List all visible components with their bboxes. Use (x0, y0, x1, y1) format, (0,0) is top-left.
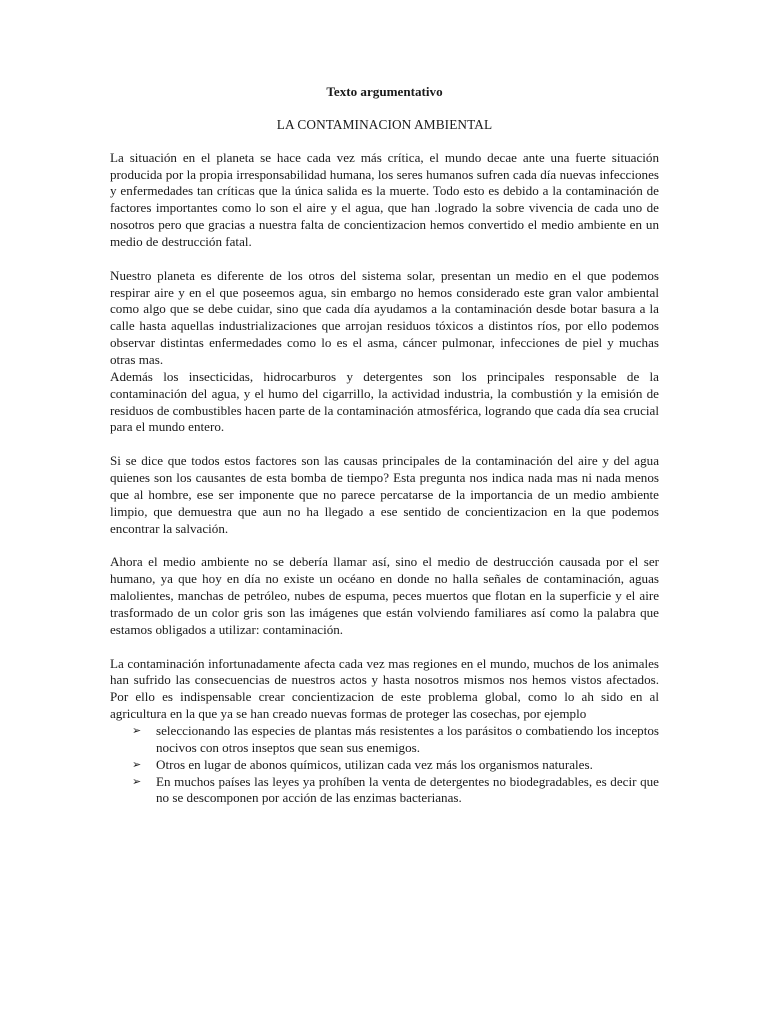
paragraph-spacer (110, 537, 659, 554)
paragraph-spacer (110, 436, 659, 453)
document-title: LA CONTAMINACION AMBIENTAL (276, 116, 493, 132)
arrowhead-bullet-icon: ➢ (132, 757, 142, 771)
paragraph-6: La contaminación infortunadamente afecta cada vez mas regiones en el mundo, muchos de los animales han sufrido las consecuencias de nuestros actos y hasta nosotros mismos nos hemos vistos afectados. Por ello es indispensable crear concientizacion de este problema global, como lo ah sido en al agricultura en la que ya se han creado nuevas formas de proteger las cosechas, por ejemplo (110, 655, 659, 722)
paragraph-2: Nuestro planeta es diferente de los otros del sistema solar, presentan un medio en el que podemos respirar aire y en el que poseemos agua, sin embargo no hemos considerado este gran valor ambiental como algo que se debe cuidar, sino que cada día ayudamos a la contaminación desde botar basura a la calle hasta aquellas industrializaciones que arrojan residuos tóxicos a distintos ríos, por ello podemos observar distintas enfermedades como lo es el asma, cáncer pulmonar, infecciones de piel y muchas otras mas. (110, 267, 659, 367)
paragraph-1: La situación en el planeta se hace cada vez más crítica, el mundo decae ante una fuerte situación producida por la propia irresponsabilidad humana, los seres humanos sufren cada día nuevas infecciones y enfermedades tan críticas que la única salida es la muerte. Todo esto es debido a la contaminación de factores importantes como lo son el aire y el agua, que han .logrado la sobre vivencia de cada uno de nosotros pero que gracias a nuestra falta de concientizacion hemos convertido el medio ambiente en un medio de destrucción fatal. (110, 149, 659, 249)
arrowhead-bullet-icon: ➢ (132, 724, 142, 737)
bullet-text: En muchos países las leyes ya prohíben la venta de detergentes no biodegradables, es decir que no se descomponen por acción de las enzimas bacterianas. (156, 773, 659, 806)
bullet-item (132, 723, 659, 757)
paragraph-3: Además los insecticidas, hidrocarburos y detergentes son los principales responsable de la contaminación del agua, y el humo del cigarrillo, la actividad industria, la combustión y la emisión de residuos de combustibles hacen parte de la contaminación atmosférica, logrando que cada día sea crucial para el mundo entero. (110, 368, 659, 435)
bullet-item (132, 757, 659, 774)
paragraph-spacer (110, 251, 659, 268)
bullet-text: Otros en lugar de abonos químicos, utilizan cada vez más los organismos naturales. (156, 756, 593, 772)
document-type-heading: Texto argumentativo (326, 84, 443, 99)
bullet-item (132, 774, 659, 808)
bullet-list (110, 723, 659, 807)
document-page (110, 84, 659, 807)
paragraph-5: Ahora el medio ambiente no se debería llamar así, sino el medio de destrucción causada por el ser humano, ya que hoy en día no existe un océano en donde no halla señales de contaminación, aguas malolientes, manchas de petróleo, nubes de espuma, peces muertos que flotan en la superficie y el aire trasformado de un color gris son las imágenes que están volviendo familiares así como la palabra que estamos obligados a utilizar: contaminación. (110, 554, 659, 637)
bullet-text: seleccionando las especies de plantas más resistentes a los parásitos o combatiendo los inceptos nocivos con otros inseptos que sean sus enemigos. (156, 723, 659, 755)
paragraph-spacer (110, 639, 659, 656)
arrowhead-bullet-icon: ➢ (132, 774, 142, 788)
paragraph-4: Si se dice que todos estos factores son las causas principales de la contaminación del aire y del agua quienes son los causantes de esta bomba de tiempo? Esta pregunta nos indica nada mas ni nada menos que al hombre, ese ser imponente que no parece percatarse de la importancia de un medio ambiente limpio, que demuestra que aun no ha llegado a ese sentido de concientizacion en la que podemos encontrar la salvación. (110, 453, 659, 536)
